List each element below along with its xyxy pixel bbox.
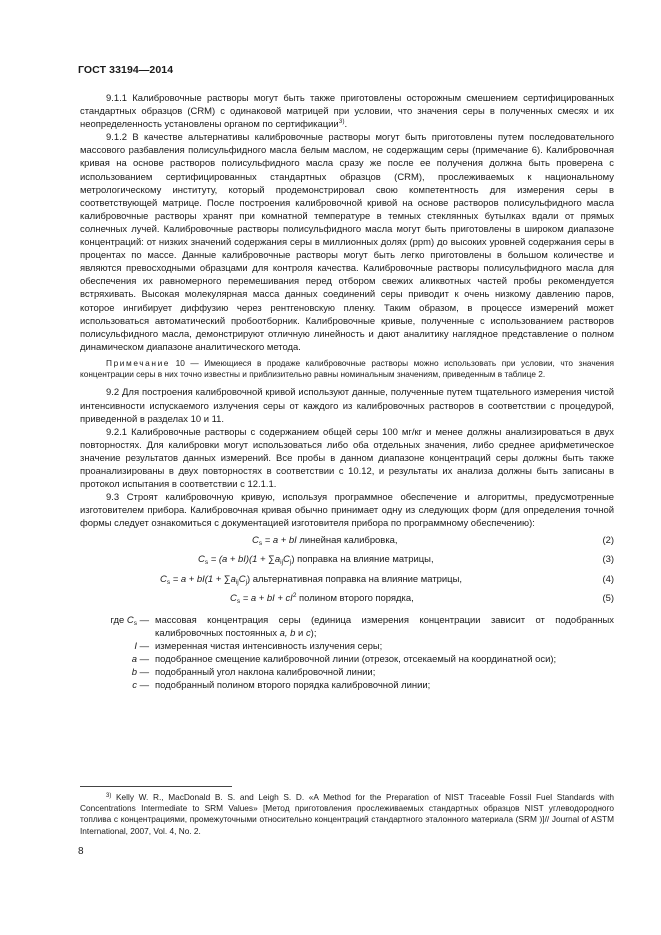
footnote-marker: 3): [106, 793, 112, 799]
note-label: Примечание: [106, 357, 171, 368]
formula-list: [80, 534, 614, 612]
paragraph-9-2: 9.2 Для построения калибровочной кривой используют данные, полученные путем тщательного измерения чистой интенсивности испускаемого излучения серы от каждого из калибровочных растворов в соответствии с процедурой, приведенной в разделах 10 и 11.: [80, 387, 614, 425]
note-10: [80, 358, 614, 381]
definition-b: b — подобранный угол наклона калибровочной линии;: [131, 666, 376, 678]
page-number: 8: [78, 846, 84, 857]
formula-2-expression: $C_s = a$ + bI линейная калибровка,: [252, 534, 398, 547]
formula-5: [80, 592, 614, 612]
footnote-ref-3[interactable]: 3): [338, 118, 345, 126]
paragraph-9-1-1-end: .: [344, 119, 348, 131]
definition-a: a — подобранное смещение калибровочной линии (отрезок, отсекаемый на координатной оси);: [131, 653, 557, 665]
formula-4: [80, 573, 614, 593]
formula-2-number: (2): [602, 534, 614, 546]
footnote-text: Kelly W. R., MacDonald B. S. and Leigh S. D. «A Method for the Preparation of NIST Traceable Fossil Fuel Standards with Concentrations Intermediate to SRM Values» [Метод приготовления прослеживаемых стандартных образцов NIST углеводородного топлива с концентрациями, промежуточными относительно концентраций стандартного эталонного материала (SRM )]// Journal of ASTM International, 2007, Vol. 4, No. 2.: [80, 792, 615, 836]
definition-c: c — подобранный полином второго порядка калибровочной линии;: [132, 679, 431, 691]
formula-5-number: (5): [602, 593, 614, 604]
definition-i: I — измеренная чистая интенсивность излучения серы;: [134, 640, 383, 652]
formula-3-expression: $C_s = (a + bI)(1 + \sum a_{ij}C_j)$ поправка на влияние матрицы,: [198, 554, 434, 566]
formula-2: [80, 534, 614, 554]
paragraph-9-1-1: [80, 92, 614, 131]
note-text: 10 — Имеющиеся в продаже калибровочные растворы можно использовать при условии, что значения концентрации серы в них точно известны и приблизительно равны номинальным значениям, приведенным в таблице 2.: [80, 357, 614, 380]
definition-cs: где $C_s$ — массовая концентрация серы (единица измерения концентрации зависит от подобранных калибровочных постоянных a, b и c);: [110, 614, 614, 639]
formula-5-expression: $C_s = a$ + bI + $cI^2$ полином второго порядка,: [230, 592, 414, 605]
paragraph-9-3: 9.3 Строят калибровочную кривую, используя программное обеспечение и алгоритмы, предусмотренные изготовителем прибора. Калибровочная кривая обычно принимает одну из следующих форм (для определения точной формы следует ознакомиться с документацией изготовителя прибора по программному обеспечению):: [80, 492, 614, 530]
formula-4-number: (4): [602, 573, 614, 585]
paragraph-9-2-1: 9.2.1 Калибровочные растворы с содержанием общей серы 100 мг/кг и менее должны анализироваться в двух повторностях. Для калибровки могут использоваться либо оба отдельных значения, либо среднее арифметическое значение результатов данных измерений. Все пробы в данном диапазоне концентраций серы должны быть также проанализированы в двух повторностях в соответствии с 10.12, и результаты их анализа должны быть записаны в протокол испытания в соответствии с 12.1.1.: [80, 426, 614, 491]
footnote-3: [80, 792, 614, 837]
paragraph-9-1-2: 9.1.2 В качестве альтернативы калибровочные растворы могут быть приготовлены путем последовательного массового разбавления полисульфидного масла белым маслом, не содержащим серы (примечание 6). Калибровочная кривая на основе растворов полисульфидного масла сразу же после ее получения должна быть проверена с использованием сертифицированных стандартных образцов (CRM), прослеживаемых к национальному метрологическому институту, который продемонстрировал свою компетентность для измерения серы в соответствующей матрице. После построения калибровочной кривой на основе растворов полисульфидного масла калибровочные растворы хранят при комнатной температуре в темных стеклянных бутылках вдали от прямых солнечных лучей. Калибровочные растворы полисульфидного масла могут быть приготовлены в широком диапазоне концентраций: от низких значений содержания серы в миллионных долях (ppm) до высоких уровней содержания серы в процентах по массе. Данные калибровочные растворы могут быть легко приготовлены в большом количестве и являются превосходными образцами для контроля качества. Калибровочные растворы полисульфидного масла для обеспечения их равномерного перемешивания перед отбором свежих аликвотных частей пробы рекомендуется встряхивать. Высокая молекулярная масса данных соединений серы приводит к очень низкому давлению паров, которое ингибирует диффузию через рентгеновскую пленку. Таким образом, в процессе измерений может использоваться автоматический пробоотборник. Калибровочные кривые, полученные с использованием растворов полисульфидного масла, демонстрируют отличную линейность и дают аналитику наглядное представление о полном динамическом диапазоне аналитического метода.: [80, 132, 614, 353]
paragraph-9-1-1-text: 9.1.1 Калибровочные растворы могут быть также приготовлены осторожным смешением сертифицированных стандартных образцов (CRM) с одинаковой матрицей при условии, что значения серы в полученных смесях и их неопределенность установлены органом по сертификации: [80, 93, 614, 131]
variable-definitions: [80, 614, 614, 693]
standard-header: ГОСТ 33194—2014: [78, 64, 174, 76]
footnote-divider: [80, 786, 232, 787]
formula-3: [80, 553, 614, 573]
formula-3-number: (3): [602, 554, 614, 565]
document-body: [80, 92, 614, 692]
formula-4-expression: $C_s = a + bI(1 + \sum a_{ij}C_j)$ альтернативная поправка на влияние матрицы,: [160, 573, 462, 586]
